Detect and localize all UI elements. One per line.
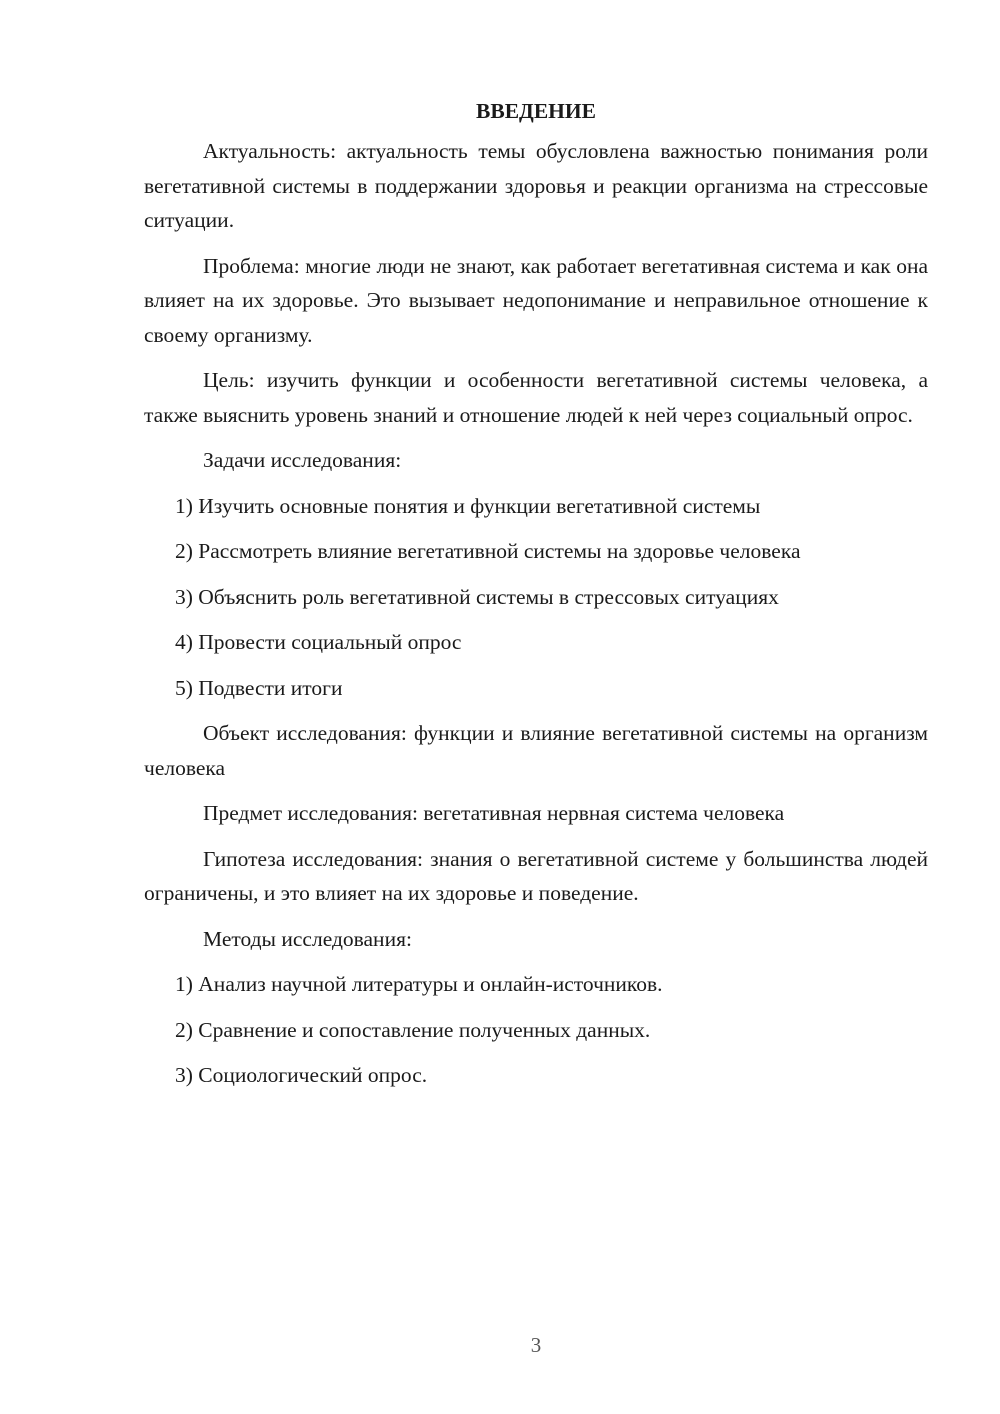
tasks-list <box>144 489 928 706</box>
list-item: 2) Сравнение и сопоставление полученных данных. <box>175 1017 651 1042</box>
object-paragraph: Объект исследования: функции и влияние вегетативной системы на организм человека <box>144 721 928 780</box>
list-item: 4) Провести социальный опрос <box>175 630 462 654</box>
list-item: 5) Подвести итоги <box>175 675 343 700</box>
list-item: 3) Социологический опрос. <box>175 1063 428 1087</box>
list-item: 3) Объяснить роль вегетативной системы в стрессовых ситуациях <box>175 584 779 609</box>
goal-paragraph: Цель: изучить функции и особенности вегетативной системы человека, а также выяснить уровень знаний и отношение людей к ней через социальный опрос. <box>144 368 928 427</box>
document-page <box>144 94 928 1104</box>
methods-heading: Методы исследования: <box>203 926 412 951</box>
list-item: 1) Изучить основные понятия и функции вегетативной системы <box>175 493 761 518</box>
tasks-heading: Задачи исследования: <box>203 448 402 472</box>
subject-paragraph: Предмет исследования: вегетативная нервная система человека <box>203 801 785 825</box>
relevance-paragraph: Актуальность: актуальность темы обусловлена важностью понимания роли вегетативной системы в поддержании здоровья и реакции организма на стрессовые ситуации. <box>144 139 928 232</box>
hypothesis-paragraph: Гипотеза исследования: знания о вегетативной системе у большинства людей ограничены, и это влияет на их здоровье и поведение. <box>144 846 928 905</box>
list-item: 2) Рассмотреть влияние вегетативной системы на здоровье человека <box>175 539 801 563</box>
list-item: 1) Анализ научной литературы и онлайн-источников. <box>175 972 663 996</box>
methods-list <box>144 967 928 1093</box>
problem-paragraph: Проблема: многие люди не знают, как работает вегетативная система и как она влияет на их здоровье. Это вызывает недопонимание и неправильное отношение к своему организму. <box>144 253 928 347</box>
page-title: ВВЕДЕНИЕ <box>476 99 596 123</box>
page-number: 3 <box>530 1333 542 1357</box>
